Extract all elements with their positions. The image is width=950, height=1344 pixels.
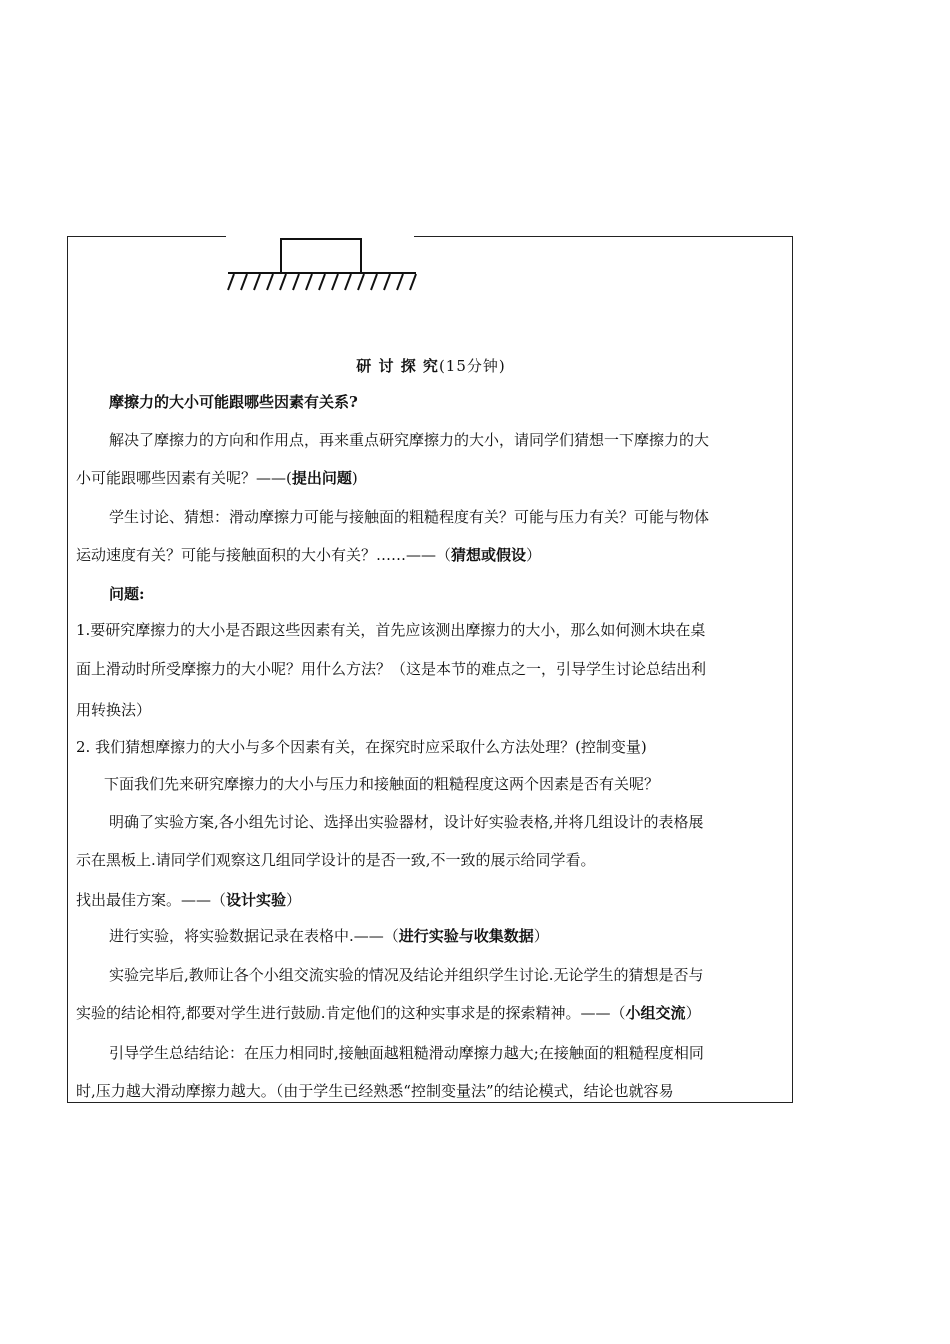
- p1-line1: 解决了摩擦力的方向和作用点，再来重点研究摩擦力的大小，请同学们猜想一下摩擦力的大: [109, 431, 710, 449]
- p2-line1: 学生讨论、猜想：滑动摩擦力可能与接触面的粗糙程度有关？可能与压力有关？可能与物体: [109, 508, 710, 526]
- item1-line3: 用转换法）: [76, 701, 152, 719]
- section-heading: [76, 356, 786, 376]
- p4-line3: [76, 890, 301, 910]
- section-title: 研 讨 探 究: [356, 357, 439, 375]
- p6-line2: [76, 1003, 701, 1023]
- p5: [109, 926, 549, 946]
- p1-line2-text: 小可能跟哪些因素有关呢？——(: [76, 469, 292, 487]
- p6-line2-text: 实验的结论相符,都要对学生进行鼓励.肯定他们的这种实事求是的探索精神。——（: [76, 1004, 626, 1022]
- p1-line2-end: ): [351, 469, 358, 487]
- item1-line2: 面上滑动时所受摩擦力的大小呢？用什么方法？（这是本节的难点之一，引导学生讨论总结出利: [76, 660, 707, 678]
- p1-line2-bold: 提出问题: [291, 469, 352, 487]
- item2: 2. 我们猜想摩擦力的大小与多个因素有关，在探究时应采取什么方法处理？(控制变量): [76, 738, 647, 756]
- p7-line2: 时,压力越大滑动摩擦力越大。（由于学生已经熟悉“控制变量法”的结论模式，结论也就容易: [76, 1082, 674, 1100]
- surface-hatching: [228, 274, 416, 290]
- p4-line2: 示在黑板上.请同学们观察这几组同学设计的是否一致,不一致的展示给同学看。: [76, 851, 596, 869]
- p7-line1: 引导学生总结结论：在压力相同时,接触面越粗糙滑动摩擦力越大;在接触面的粗糙程度相同: [109, 1044, 704, 1062]
- p5-text: 进行实验，将实验数据记录在表格中.——（: [109, 927, 399, 945]
- block-rect: [281, 239, 361, 273]
- p2-line2-text: 运动速度有关？可能与接触面积的大小有关？……——（: [76, 546, 452, 564]
- p2-line2: [76, 545, 541, 565]
- section-duration: (15分钟): [438, 357, 506, 375]
- question-heading: [109, 392, 358, 412]
- p2-line2-end: ）: [526, 546, 542, 564]
- p6-line2-bold: 小组交流: [625, 1004, 686, 1022]
- block-on-surface-icon: [224, 238, 420, 294]
- p1-line2: [76, 468, 358, 488]
- question-heading-text: 摩擦力的大小可能跟哪些因素有关系?: [109, 393, 358, 411]
- p5-end: ）: [533, 927, 549, 945]
- p5-bold: 进行实验与收集数据: [398, 927, 534, 945]
- p4-line1: 明确了实验方案,各小组先讨论、选择出实验器材，设计好实验表格,并将几组设计的表格展: [109, 813, 704, 831]
- p2-line2-bold: 猜想或假设: [451, 546, 527, 564]
- p4-line3-end: ）: [286, 891, 302, 909]
- p4-line3-bold: 设计实验: [226, 891, 287, 909]
- p3: 下面我们先来研究摩擦力的大小与压力和接触面的粗糙程度这两个因素是否有关呢？: [104, 775, 660, 793]
- problems-label-text: 问题:: [109, 585, 145, 603]
- p6-line2-end: ）: [685, 1004, 701, 1022]
- problems-label: [109, 584, 145, 604]
- p6-line1: 实验完毕后,教师让各个小组交流实验的情况及结论并组织学生讨论.无论学生的猜想是否与: [109, 966, 704, 984]
- item1-line1: 1.要研究摩擦力的大小是否跟这些因素有关，首先应该测出摩擦力的大小，那么如何测木块在桌: [76, 621, 706, 639]
- p4-line3-text: 找出最佳方案。——（: [76, 891, 227, 909]
